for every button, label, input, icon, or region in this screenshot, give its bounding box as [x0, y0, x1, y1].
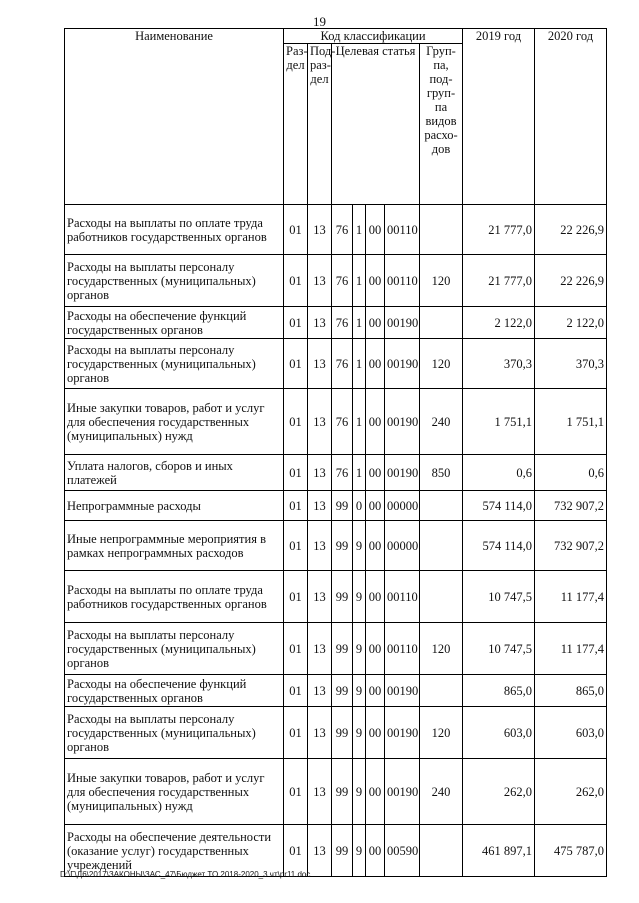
file-path-footer: D:\Г\Д6\2017\ЗАКОНЫ\ЗАС_47\Бюджет ТО 2018-2020_3 чт\pr11.doc: [60, 870, 311, 879]
cell-subsection: 13: [308, 339, 332, 389]
cell-target-code: 00190: [385, 675, 420, 707]
cell-amount-2019: 603,0: [463, 707, 535, 759]
table-row: [65, 255, 607, 307]
cell-subsection: 13: [308, 825, 332, 877]
cell-target-direction: 00: [366, 571, 385, 623]
cell-expense-group: 120: [420, 707, 463, 759]
cell-target-code: 00190: [385, 307, 420, 339]
table-row: [65, 389, 607, 455]
header-text-line: дел: [286, 58, 305, 72]
table-row: [65, 339, 607, 389]
cell-subsection: 13: [308, 307, 332, 339]
cell-section: 01: [284, 623, 308, 675]
cell-target-program: 99: [332, 707, 353, 759]
row-name: Иные непрограммные мероприятия в рамках непрограммных расходов: [65, 521, 284, 571]
table-row: [65, 455, 607, 491]
cell-target-subprogram: 1: [353, 389, 366, 455]
cell-target-subprogram: 9: [353, 759, 366, 825]
cell-target-direction: 00: [366, 825, 385, 877]
cell-section: 01: [284, 521, 308, 571]
cell-target-program: 76: [332, 205, 353, 255]
cell-target-direction: 00: [366, 521, 385, 571]
cell-amount-2019: 21 777,0: [463, 255, 535, 307]
header-row-top: [65, 29, 607, 44]
cell-target-subprogram: 9: [353, 571, 366, 623]
header-year-2020: 2020 год: [535, 29, 607, 205]
cell-section: 01: [284, 205, 308, 255]
cell-section: 01: [284, 825, 308, 877]
cell-target-subprogram: 9: [353, 521, 366, 571]
cell-section: 01: [284, 491, 308, 521]
cell-target-program: 76: [332, 307, 353, 339]
cell-expense-group: 120: [420, 623, 463, 675]
cell-target-subprogram: 1: [353, 205, 366, 255]
cell-subsection: 13: [308, 255, 332, 307]
cell-amount-2020: 22 226,9: [535, 205, 607, 255]
table-row: [65, 521, 607, 571]
row-name: Уплата налогов, сборов и иных платежей: [65, 455, 284, 491]
cell-target-subprogram: 9: [353, 623, 366, 675]
cell-target-direction: 00: [366, 491, 385, 521]
cell-amount-2020: 732 907,2: [535, 491, 607, 521]
cell-target-subprogram: 1: [353, 339, 366, 389]
header-name: Наименование: [65, 29, 284, 205]
cell-section: 01: [284, 759, 308, 825]
header-expense-group: [420, 44, 463, 205]
cell-expense-group: [420, 491, 463, 521]
cell-expense-group: 850: [420, 455, 463, 491]
cell-expense-group: 120: [420, 339, 463, 389]
row-name: Иные закупки товаров, работ и услуг для обеспечения государственных (муниципальных) нужд: [65, 389, 284, 455]
cell-target-program: 99: [332, 491, 353, 521]
cell-subsection: 13: [308, 455, 332, 491]
table-row: [65, 707, 607, 759]
row-name: Расходы на обеспечение функций государственных органов: [65, 307, 284, 339]
table-body: [65, 205, 607, 877]
table-row: [65, 571, 607, 623]
cell-amount-2019: 262,0: [463, 759, 535, 825]
cell-subsection: 13: [308, 491, 332, 521]
header-text-line: па: [434, 100, 448, 114]
cell-target-direction: 00: [366, 675, 385, 707]
cell-amount-2019: 370,3: [463, 339, 535, 389]
cell-target-subprogram: 9: [353, 675, 366, 707]
table-row: [65, 491, 607, 521]
cell-amount-2019: 865,0: [463, 675, 535, 707]
header-text-line: груп-: [426, 86, 456, 100]
header-text-line: Груп-: [426, 44, 456, 58]
cell-amount-2019: 461 897,1: [463, 825, 535, 877]
row-name: Расходы на выплаты персоналу государственных (муниципальных) органов: [65, 707, 284, 759]
cell-amount-2019: 21 777,0: [463, 205, 535, 255]
cell-target-subprogram: 9: [353, 825, 366, 877]
header-text-line: па,: [433, 58, 449, 72]
cell-target-code: 00110: [385, 205, 420, 255]
cell-expense-group: [420, 205, 463, 255]
cell-amount-2019: 2 122,0: [463, 307, 535, 339]
row-name: Расходы на выплаты персоналу государственных (муниципальных) органов: [65, 339, 284, 389]
cell-target-program: 99: [332, 675, 353, 707]
row-name: Иные закупки товаров, работ и услуг для обеспечения государственных (муниципальных) нужд: [65, 759, 284, 825]
row-name: Расходы на обеспечение функций государственных органов: [65, 675, 284, 707]
cell-target-code: 00110: [385, 255, 420, 307]
cell-section: 01: [284, 255, 308, 307]
cell-target-code: 00590: [385, 825, 420, 877]
cell-amount-2020: 732 907,2: [535, 521, 607, 571]
row-name: Расходы на выплаты персоналу государственных (муниципальных) органов: [65, 255, 284, 307]
cell-target-code: 00190: [385, 389, 420, 455]
cell-subsection: 13: [308, 675, 332, 707]
cell-amount-2020: 11 177,4: [535, 623, 607, 675]
cell-target-code: 00190: [385, 759, 420, 825]
cell-target-program: 76: [332, 389, 353, 455]
cell-amount-2020: 370,3: [535, 339, 607, 389]
cell-amount-2020: 0,6: [535, 455, 607, 491]
cell-target-direction: 00: [366, 623, 385, 675]
cell-target-direction: 00: [366, 205, 385, 255]
cell-amount-2019: 10 747,5: [463, 571, 535, 623]
cell-amount-2019: 10 747,5: [463, 623, 535, 675]
cell-target-program: 99: [332, 759, 353, 825]
cell-expense-group: [420, 571, 463, 623]
cell-amount-2020: 603,0: [535, 707, 607, 759]
table-row: [65, 759, 607, 825]
cell-target-subprogram: 1: [353, 455, 366, 491]
cell-amount-2020: 1 751,1: [535, 389, 607, 455]
cell-subsection: 13: [308, 623, 332, 675]
cell-target-direction: 00: [366, 707, 385, 759]
cell-subsection: 13: [308, 707, 332, 759]
cell-expense-group: [420, 825, 463, 877]
cell-amount-2020: 865,0: [535, 675, 607, 707]
header-classification-code: Код классификации: [284, 29, 463, 44]
cell-expense-group: 120: [420, 255, 463, 307]
cell-target-code: 00000: [385, 491, 420, 521]
header-text-line: расхо-: [424, 128, 458, 142]
row-name: Расходы на выплаты по оплате труда работников государственных органов: [65, 205, 284, 255]
cell-amount-2020: 475 787,0: [535, 825, 607, 877]
header-text-line: дел: [310, 72, 329, 86]
cell-amount-2019: 574 114,0: [463, 521, 535, 571]
header-text-line: раз-: [310, 58, 331, 72]
cell-target-direction: 00: [366, 759, 385, 825]
cell-expense-group: [420, 521, 463, 571]
header-year-2019: 2019 год: [463, 29, 535, 205]
cell-subsection: 13: [308, 521, 332, 571]
cell-subsection: 13: [308, 205, 332, 255]
page-number: 19: [313, 14, 326, 29]
header-text-line: Раз-: [286, 44, 308, 58]
header-text-line: дов: [431, 142, 451, 156]
cell-amount-2020: 11 177,4: [535, 571, 607, 623]
cell-amount-2019: 0,6: [463, 455, 535, 491]
cell-target-subprogram: 1: [353, 307, 366, 339]
cell-target-program: 76: [332, 339, 353, 389]
cell-target-direction: 00: [366, 307, 385, 339]
header-target-article: Целевая статья: [332, 44, 420, 205]
cell-expense-group: 240: [420, 389, 463, 455]
row-name: Расходы на выплаты персоналу государственных (муниципальных) органов: [65, 623, 284, 675]
cell-target-program: 99: [332, 521, 353, 571]
cell-amount-2020: 262,0: [535, 759, 607, 825]
header-section: [284, 44, 308, 205]
table-row: [65, 675, 607, 707]
cell-subsection: 13: [308, 571, 332, 623]
cell-target-subprogram: 1: [353, 255, 366, 307]
cell-target-program: 99: [332, 623, 353, 675]
cell-section: 01: [284, 389, 308, 455]
cell-section: 01: [284, 571, 308, 623]
cell-target-direction: 00: [366, 339, 385, 389]
header-subsection: [308, 44, 336, 205]
table-row: [65, 307, 607, 339]
cell-amount-2020: 22 226,9: [535, 255, 607, 307]
cell-target-program: 76: [332, 255, 353, 307]
cell-subsection: 13: [308, 389, 332, 455]
cell-target-direction: 00: [366, 455, 385, 491]
cell-amount-2019: 574 114,0: [463, 491, 535, 521]
header-text-line: видов: [425, 114, 457, 128]
table-row: [65, 623, 607, 675]
cell-expense-group: 240: [420, 759, 463, 825]
budget-table: [64, 28, 607, 877]
cell-target-subprogram: 9: [353, 707, 366, 759]
header-text-line: под-: [429, 72, 453, 86]
row-name: Расходы на выплаты по оплате труда работников государственных органов: [65, 571, 284, 623]
cell-section: 01: [284, 675, 308, 707]
cell-target-code: 00110: [385, 571, 420, 623]
cell-expense-group: [420, 675, 463, 707]
cell-target-subprogram: 0: [353, 491, 366, 521]
cell-amount-2020: 2 122,0: [535, 307, 607, 339]
cell-target-program: 99: [332, 825, 353, 877]
cell-target-direction: 00: [366, 389, 385, 455]
cell-target-program: 99: [332, 571, 353, 623]
cell-section: 01: [284, 707, 308, 759]
header-text-line: Под-: [310, 44, 336, 58]
cell-target-program: 76: [332, 455, 353, 491]
cell-subsection: 13: [308, 759, 332, 825]
cell-target-direction: 00: [366, 255, 385, 307]
cell-section: 01: [284, 339, 308, 389]
cell-target-code: 00190: [385, 455, 420, 491]
table-row: [65, 205, 607, 255]
cell-target-code: 00190: [385, 339, 420, 389]
cell-section: 01: [284, 307, 308, 339]
cell-amount-2019: 1 751,1: [463, 389, 535, 455]
cell-target-code: 00000: [385, 521, 420, 571]
cell-expense-group: [420, 307, 463, 339]
row-name: Непрограммные расходы: [65, 491, 284, 521]
table-row: [65, 825, 607, 877]
cell-target-code: 00110: [385, 623, 420, 675]
cell-target-code: 00190: [385, 707, 420, 759]
row-name: Расходы на обеспечение деятельности (оказание услуг) государственных учреждений: [65, 825, 284, 877]
cell-section: 01: [284, 455, 308, 491]
